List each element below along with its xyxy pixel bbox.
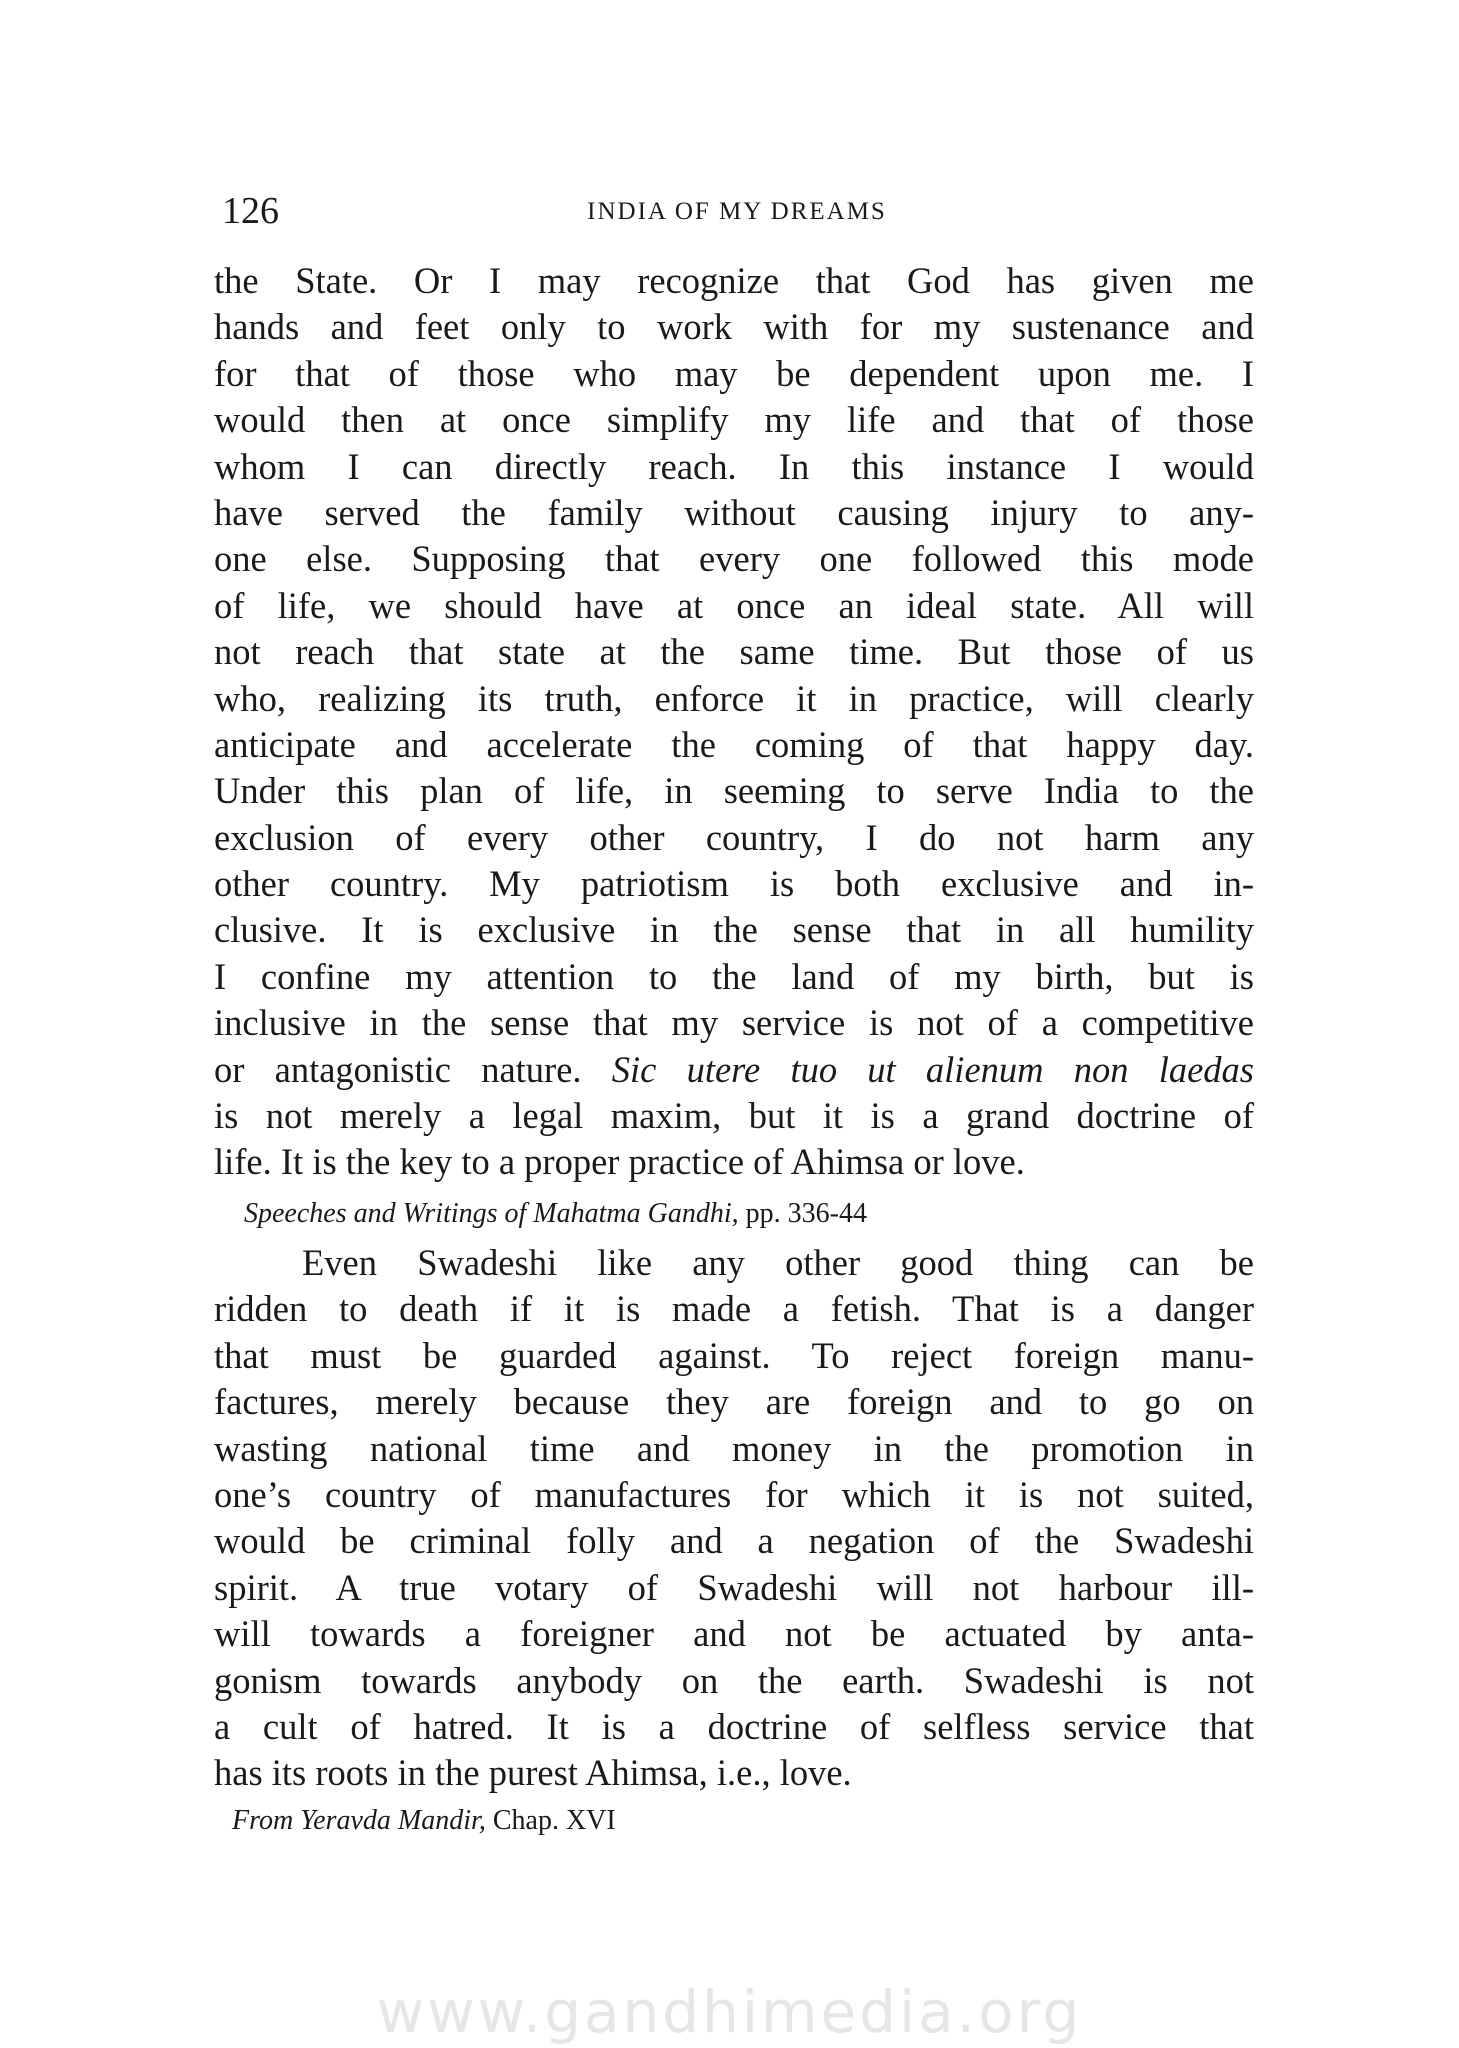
text-line: factures, merely because they are foreign and to go on [214,1381,1254,1423]
watermark: www.gandhimedia.org [376,1978,1083,2046]
text-line-latin-maxim [214,1047,1254,1093]
citation-source-title: Speeches and Writings of Mahatma Gandhi, [244,1198,739,1229]
text-line: clusive. It is exclusive in the sense that in all humility [214,909,1254,951]
text-line: hands and feet only to work with for my sustenance and [214,306,1254,348]
text-line: one else. Supposing that every one followed this mode [214,538,1254,580]
citation-pages: pp. 336-44 [738,1198,867,1229]
text-span: or antagonistic nature. [214,1048,612,1090]
paragraph-2 [214,1240,1254,1797]
text-line: life. It is the key to a proper practice of Ahimsa or love. [214,1141,1025,1183]
text-line: exclusion of every other country, I do not harm any [214,816,1254,858]
paragraph-1 [214,258,1254,1186]
citation-source-title: From Yeravda Mandir, [232,1805,486,1836]
text-line: Under this plan of life, in seeming to serve India to the [214,770,1254,812]
text-line: inclusive in the sense that my service is not of a competitive [214,1002,1254,1044]
citation-speeches [244,1195,867,1233]
text-line: gonism towards anybody on the earth. Swadeshi is not [214,1659,1254,1701]
text-line: one’s country of manufactures for which it is not suited, [214,1473,1254,1515]
text-line: has its roots in the purest Ahimsa, i.e., love. [214,1752,852,1794]
text-line: the State. Or I may recognize that God has given me [214,260,1254,301]
page-header [222,188,1252,238]
text-line: whom I can directly reach. In this instance I would [214,445,1254,487]
page-number: 126 [222,190,279,232]
text-line: that must be guarded against. To reject foreign manu- [214,1334,1254,1376]
text-line: will towards a foreigner and not be actuated by anta- [214,1613,1254,1655]
text-line: of life, we should have at once an ideal state. All will [214,584,1254,626]
text-line: would then at once simplify my life and that of those [214,399,1254,441]
citation-yeravda [232,1802,616,1840]
text-line: anticipate and accelerate the coming of that happy day. [214,723,1254,765]
text-line: for that of those who may be dependent upon me. I [214,352,1254,394]
text-line: wasting national time and money in the promotion in [214,1427,1254,1469]
running-title: INDIA OF MY DREAMS [587,198,887,225]
text-line: who, realizing its truth, enforce it in practice, will clearly [214,677,1254,719]
text-line: would be criminal folly and a negation of the Swadeshi [214,1520,1254,1562]
text-line: have served the family without causing injury to any- [214,491,1254,533]
text-line: a cult of hatred. It is a doctrine of selfless service that [214,1705,1254,1747]
text-line: Even Swadeshi like any other good thing can be [302,1242,1254,1283]
citation-chapter: Chap. XVI [485,1805,616,1836]
text-line: I confine my attention to the land of my birth, but is [214,955,1254,997]
text-line: not reach that state at the same time. But those of us [214,631,1254,673]
latin-maxim: Sic utere tuo ut alienum non laedas [611,1048,1254,1090]
text-line: other country. My patriotism is both exclusive and in- [214,863,1254,905]
text-line: is not merely a legal maxim, but it is a grand doctrine of [214,1095,1254,1137]
text-line: ridden to death if it is made a fetish. That is a danger [214,1288,1254,1330]
text-line: spirit. A true votary of Swadeshi will not harbour ill- [214,1566,1254,1608]
